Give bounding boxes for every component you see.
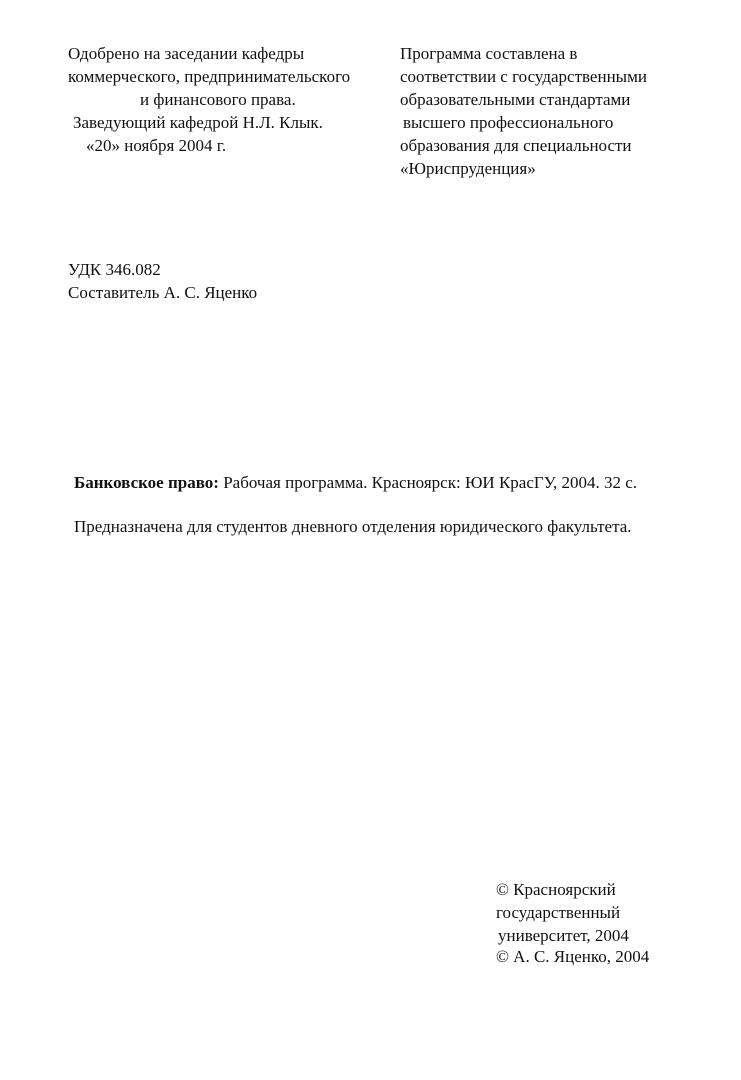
standards-line-6: «Юриспруденция» xyxy=(400,159,536,178)
standards-line-2: соответствии с государственными xyxy=(400,67,647,86)
approval-date: «20» ноября 2004 г. xyxy=(86,136,227,155)
copyright-line-2: государственный xyxy=(496,903,621,922)
copyright-line-3: университет, 2004 xyxy=(498,926,629,945)
bibliography-purpose: Предназначена для студентов дневного отделения юридического факультета. xyxy=(74,517,632,536)
approval-line-1: Одобрено на заседании кафедры xyxy=(68,44,305,63)
standards-line-1: Программа составлена в xyxy=(400,44,578,63)
standards-line-4: высшего профессионального xyxy=(403,113,614,132)
standards-line-3: образовательными стандартами xyxy=(400,90,631,109)
bibliography-title: Банковское право: xyxy=(74,473,219,492)
approval-line-3: и финансового права. xyxy=(140,90,296,109)
udk-code: УДК 346.082 xyxy=(68,260,161,279)
approval-line-2: коммерческого, предпринимательского xyxy=(68,67,351,86)
copyright-line-1: © Красноярский xyxy=(496,880,616,899)
standards-line-5: образования для специальности xyxy=(400,136,632,155)
compiler-line: Составитель А. С. Яценко xyxy=(68,283,258,302)
bibliography-details: Рабочая программа. Красноярск: ЮИ КрасГУ, 2004. 32 с. xyxy=(223,473,638,492)
approval-line-4: Заведующий кафедрой Н.Л. Клык. xyxy=(73,113,323,132)
copyright-line-4: © А. С. Яценко, 2004 xyxy=(496,947,650,966)
